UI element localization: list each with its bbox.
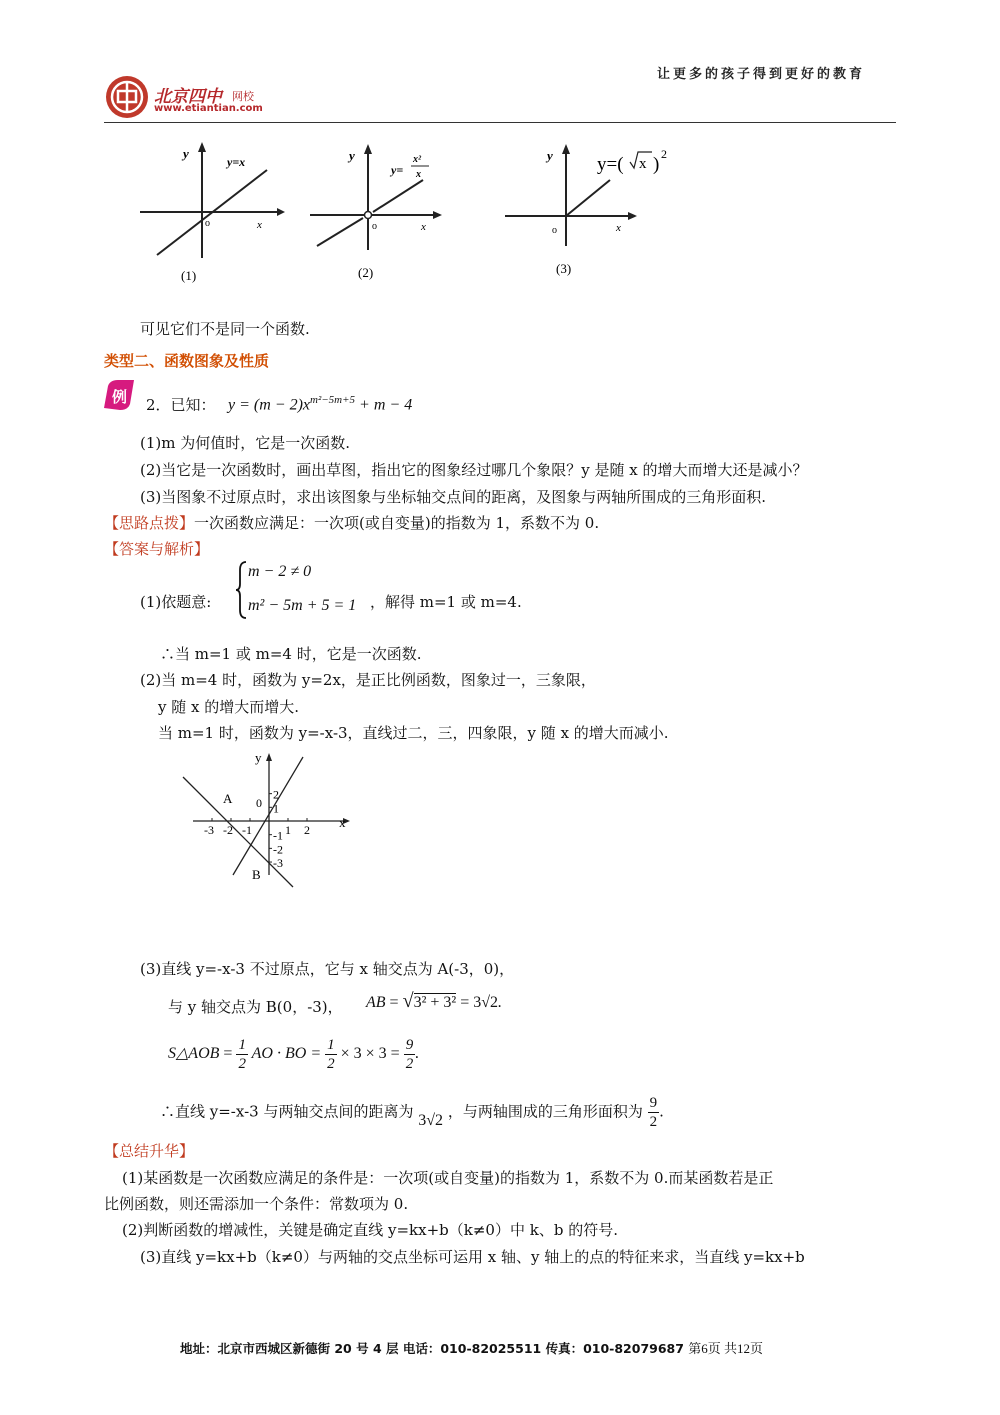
summary-p2: (2)判断函数的增减性，关键是确定直线 y=kx+b（k≠0）中 k、b 的符号. bbox=[122, 1221, 618, 1239]
solution-2-line-1: (2)当 m=4 时，函数为 y=2x，是正比例函数，图象过一，三象限， bbox=[140, 671, 596, 689]
figure-2-origin: o bbox=[372, 221, 377, 232]
figure-1-y-label: y bbox=[183, 146, 189, 161]
example-formula-main: y = (m − 2)x bbox=[228, 396, 311, 414]
figure-1-formula: y=x bbox=[227, 155, 246, 169]
area-mid-2: × 3 × 3 = bbox=[340, 1045, 400, 1063]
graph-x-tick-label: 1 bbox=[285, 823, 291, 837]
ab-formula: AB = √3² + 3² = 3√2. bbox=[366, 990, 502, 1012]
logo-emblem-icon bbox=[104, 74, 150, 120]
area-frac-2: $\frac{1}{2}$ bbox=[327, 1037, 335, 1072]
figure-2-y-label: y bbox=[349, 148, 355, 163]
figure-3-y-label: y bbox=[547, 148, 553, 163]
figure-3-formula-suffix: ) bbox=[653, 154, 660, 175]
graph-y-tick-label: -1 bbox=[273, 828, 283, 843]
figure-3-origin: o bbox=[552, 225, 557, 236]
footer-page: 第6页 共12页 bbox=[688, 1341, 764, 1356]
system-line-1: m − 2 ≠ 0 bbox=[248, 563, 312, 580]
figure-1-origin: o bbox=[205, 218, 210, 229]
logo[interactable] bbox=[104, 74, 150, 124]
graph-x-tick-label: -1 bbox=[242, 823, 252, 837]
figure-3-formula-rad: x bbox=[639, 156, 647, 172]
graph-x-tick-label: -3 bbox=[204, 823, 214, 837]
example-formula-exp: m²−5m+5 bbox=[310, 394, 356, 406]
footer bbox=[180, 1338, 763, 1357]
solution-3-conclusion: ∴直线 y=-x-3 与两轴交点间的距离为 3√2 ，与两轴围成的三角形面积为 $\frac{9}{2}$ . bbox=[160, 1095, 664, 1130]
graph-y-tick-label: 2 bbox=[273, 787, 279, 802]
header-slogan: 让更多的孩子得到更好的教育 bbox=[657, 67, 866, 82]
figure-1-caption: (1) bbox=[181, 268, 197, 283]
solution-3-line-1: (3)直线 y=-x-3 不过原点，它与 x 轴交点为 A(-3，0)， bbox=[140, 960, 515, 978]
s3-distance: 3√2 bbox=[418, 1111, 444, 1129]
area-frac-1: $\frac{1}{2}$ bbox=[238, 1037, 246, 1072]
graph-y-tick-label: 1 bbox=[273, 801, 279, 816]
graph-label-B: B bbox=[252, 867, 261, 882]
graph-x-tick-label: 2 bbox=[304, 823, 310, 837]
hint-row bbox=[104, 512, 599, 533]
hint-text: 一次函数应满足：一次项(或自变量)的指数为 1，系数不为 0. bbox=[194, 514, 600, 532]
figure-2-graph bbox=[305, 140, 455, 290]
figure-1-graph bbox=[135, 140, 285, 290]
conclusion-text: 可见它们不是同一个函数. bbox=[140, 320, 310, 338]
solution-1-conclusion: ∴当 m=1 或 m=4 时，它是一次函数. bbox=[160, 645, 422, 663]
solution-2-line-2: y 随 x 的增大而增大. bbox=[158, 698, 300, 716]
graph-y-label: y bbox=[255, 750, 262, 765]
s3-conclusion-b: ，与两轴围成的三角形面积为 bbox=[447, 1102, 643, 1121]
logo-url: www.etiantian.com bbox=[154, 103, 263, 114]
svg-text:例: 例 bbox=[112, 390, 128, 406]
system-line-2: m² − 5m + 5 = 1 bbox=[248, 597, 357, 614]
solution-3-line-2: 与 y 轴交点为 B(0，-3)， bbox=[168, 998, 343, 1016]
logo-name: 北京四中 bbox=[154, 87, 222, 107]
example-number: 2．已知： bbox=[146, 396, 216, 414]
graph-x-label: x bbox=[339, 815, 346, 830]
area-formula: S△AOB = $\frac{1}{2}$ AO · BO = $\frac{1}{2}$ × 3 × 3 = $\frac{9}{2}$ . bbox=[168, 1037, 420, 1072]
area-mid-1: AO · BO = bbox=[251, 1045, 322, 1063]
example-formula-tail: + m − 4 bbox=[355, 396, 413, 414]
solution-2-line-3: 当 m=1 时，函数为 y=-x-3，直线过二，三，四象限，y 随 x 的增大而减小. bbox=[158, 724, 669, 742]
graph-x-tick-label: -2 bbox=[223, 823, 233, 837]
ab-radicand: 3² + 3² bbox=[413, 994, 457, 1011]
figure-3-graph bbox=[500, 138, 700, 288]
solution-graph bbox=[175, 745, 375, 905]
s3-conclusion-a: ∴直线 y=-x-3 与两轴交点间的距离为 bbox=[160, 1102, 414, 1121]
figure-2-x-label: x bbox=[421, 221, 426, 233]
graph-y-tick-label: -3 bbox=[273, 856, 283, 871]
question-3: (3)当图象不过原点时，求出该图象与坐标轴交点间的距离，及图象与两轴所围成的三角形面积. bbox=[140, 488, 767, 506]
section-2-title: 类型二、函数图象及性质 bbox=[104, 352, 270, 370]
graph-label-A: A bbox=[223, 791, 233, 806]
ab-left: AB bbox=[366, 994, 386, 1011]
example-badge-icon bbox=[102, 378, 136, 412]
figure-3-formula-exp: 2 bbox=[661, 147, 667, 161]
figure-1-x-label: x bbox=[257, 219, 262, 231]
graph-y-tick-label: -2 bbox=[273, 842, 283, 857]
s3-area-frac: $\frac{9}{2}$ bbox=[649, 1095, 658, 1130]
area-frac-3: $\frac{9}{2}$ bbox=[405, 1037, 414, 1072]
graph-y-ticks bbox=[269, 788, 283, 870]
question-2: (2)当它是一次函数时，画出草图，指出它的图象经过哪几个象限？y 是随 x 的增大而增大还是减小？ bbox=[140, 461, 808, 479]
figure-2-formula-num: x² bbox=[413, 154, 421, 165]
answer-tag: 【答案与解析】 bbox=[104, 540, 210, 558]
figure-3-x-label: x bbox=[616, 222, 621, 234]
solution-1-prefix: (1)依题意: bbox=[140, 593, 212, 611]
hint-tag: 【思路点拨】 bbox=[104, 514, 195, 532]
header-rule bbox=[104, 122, 896, 123]
logo-sub: 网校 bbox=[232, 90, 254, 103]
figure-3-caption: (3) bbox=[556, 261, 572, 276]
question-1: (1)m 为何值时，它是一次函数. bbox=[140, 434, 351, 452]
footer-address: 地址：北京市西城区新德街 20 号 4 层 电话：010-82025511 传真：010-82079687 bbox=[180, 1341, 684, 1356]
system-brace bbox=[236, 560, 248, 620]
area-left: S△AOB bbox=[168, 1045, 220, 1063]
figure-2-formula-den: x bbox=[416, 169, 421, 180]
figure-2-formula-prefix: y= bbox=[391, 163, 404, 177]
ab-result: 3√2 bbox=[473, 994, 498, 1011]
figure-3-formula-prefix: y=( bbox=[597, 154, 624, 175]
graph-origin: 0 bbox=[256, 796, 262, 810]
summary-p1a: (1)某函数是一次函数应满足的条件是：一次项(或自变量)的指数为 1，系数不为 0.而某函数若是正 bbox=[122, 1169, 774, 1187]
summary-p3: (3)直线 y=kx+b（k≠0）与两轴的交点坐标可运用 x 轴、y 轴上的点的特征来求，当直线 y=kx+b bbox=[140, 1248, 805, 1266]
solution-1-suffix: ，解得 m=1 或 m=4. bbox=[370, 593, 522, 611]
summary-tag: 【总结升华】 bbox=[104, 1142, 195, 1160]
figure-2-caption: (2) bbox=[358, 265, 374, 280]
ab-radical-sign: √ bbox=[402, 990, 414, 1012]
example-formula bbox=[228, 394, 412, 414]
summary-p1b: 比例函数，则还需添加一个条件：常数项为 0. bbox=[104, 1195, 409, 1213]
